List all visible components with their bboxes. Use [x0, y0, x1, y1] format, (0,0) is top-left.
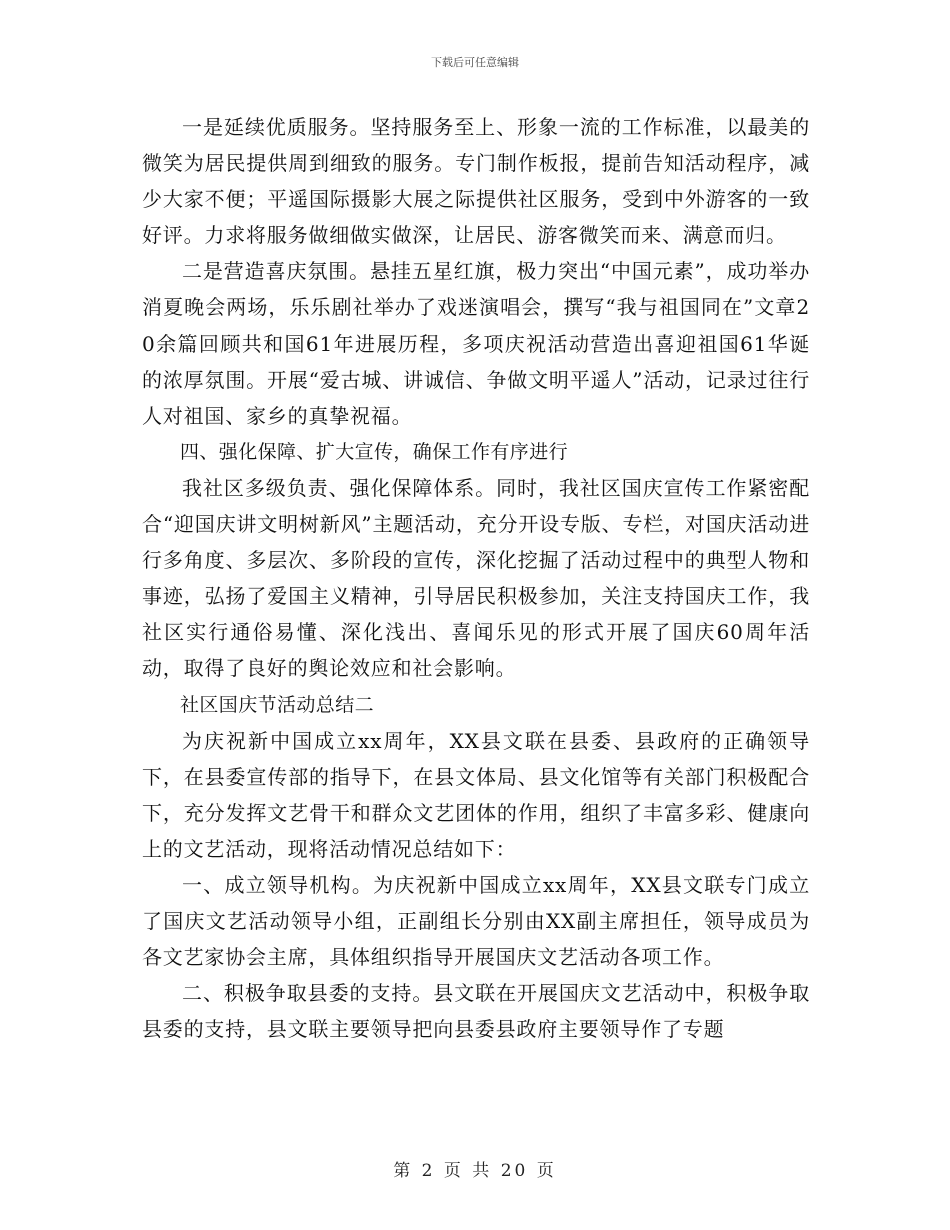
paragraph-intro: 为庆祝新中国成立xx周年，XX县文联在县委、县政府的正确领导下，在县委宣传部的指导下，在县文体局、县文化馆等有关部门积极配合下，充分发挥文艺骨干和群众文艺团体的作用，组织了丰富多彩、健康向上的文艺活动，现将活动情况总结如下： [142, 728, 810, 861]
page-number-footer: 第 2 页 共 20 页 [393, 1161, 557, 1181]
paragraph-atmosphere: 二是营造喜庆氛围。悬挂五星红旗，极力突出“中国元素”，成功举办消夏晚会两场，乐乐剧社举办了戏迷演唱会，撰写“我与祖国同在”文章20余篇回顾共和国61年进展历程，多项庆祝活动营造出喜迎祖国61华诞的浓厚氛围。开展“爱古城、讲诚信、争做文明平遥人”活动，记录过往行人对祖国、家乡的真挚祝福。 [142, 259, 810, 428]
section-heading-summary-two: 社区国庆节活动总结二 [180, 693, 375, 716]
paragraph-service: 一是延续优质服务。坚持服务至上、形象一流的工作标准，以最美的微笑为居民提供周到细致的服务。专门制作板报，提前告知活动程序，减少大家不便；平遥国际摄影大展之际提供社区服务，受到中外游客的一致好评。力求将服务做细做实做深，让居民、游客微笑而来、满意而归。 [142, 115, 810, 248]
section-heading-publicity: 四、强化保障、扩大宣传，确保工作有序进行 [180, 440, 569, 463]
paragraph-leadership: 一、成立领导机构。为庆祝新中国成立xx周年，XX县文联专门成立了国庆文艺活动领导小组，正副组长分别由XX副主席担任，领导成员为各文艺家协会主席，具体组织指导开展国庆文艺活动各项工作。 [142, 872, 810, 970]
paragraph-publicity: 我社区多级负责、强化保障体系。同时，我社区国庆宣传工作紧密配合“迎国庆讲文明树新风”主题活动，充分开设专版、专栏，对国庆活动进行多角度、多层次、多阶段的宣传，深化挖掘了活动过程中的典型人物和事迹，弘扬了爱国主义精神，引导居民积极参加，关注支持国庆工作，我社区实行通俗易懂、深化浅出、喜闻乐见的形式开展了国庆60周年活动，取得了良好的舆论效应和社会影响。 [142, 475, 810, 681]
document-body [142, 109, 810, 1047]
header-note: 下载后可任意编辑 [431, 56, 519, 69]
paragraph-support: 二、积极争取县委的支持。县文联在开展国庆文艺活动中，积极争取县委的支持，县文联主要领导把向县委县政府主要领导作了专题 [142, 981, 810, 1042]
